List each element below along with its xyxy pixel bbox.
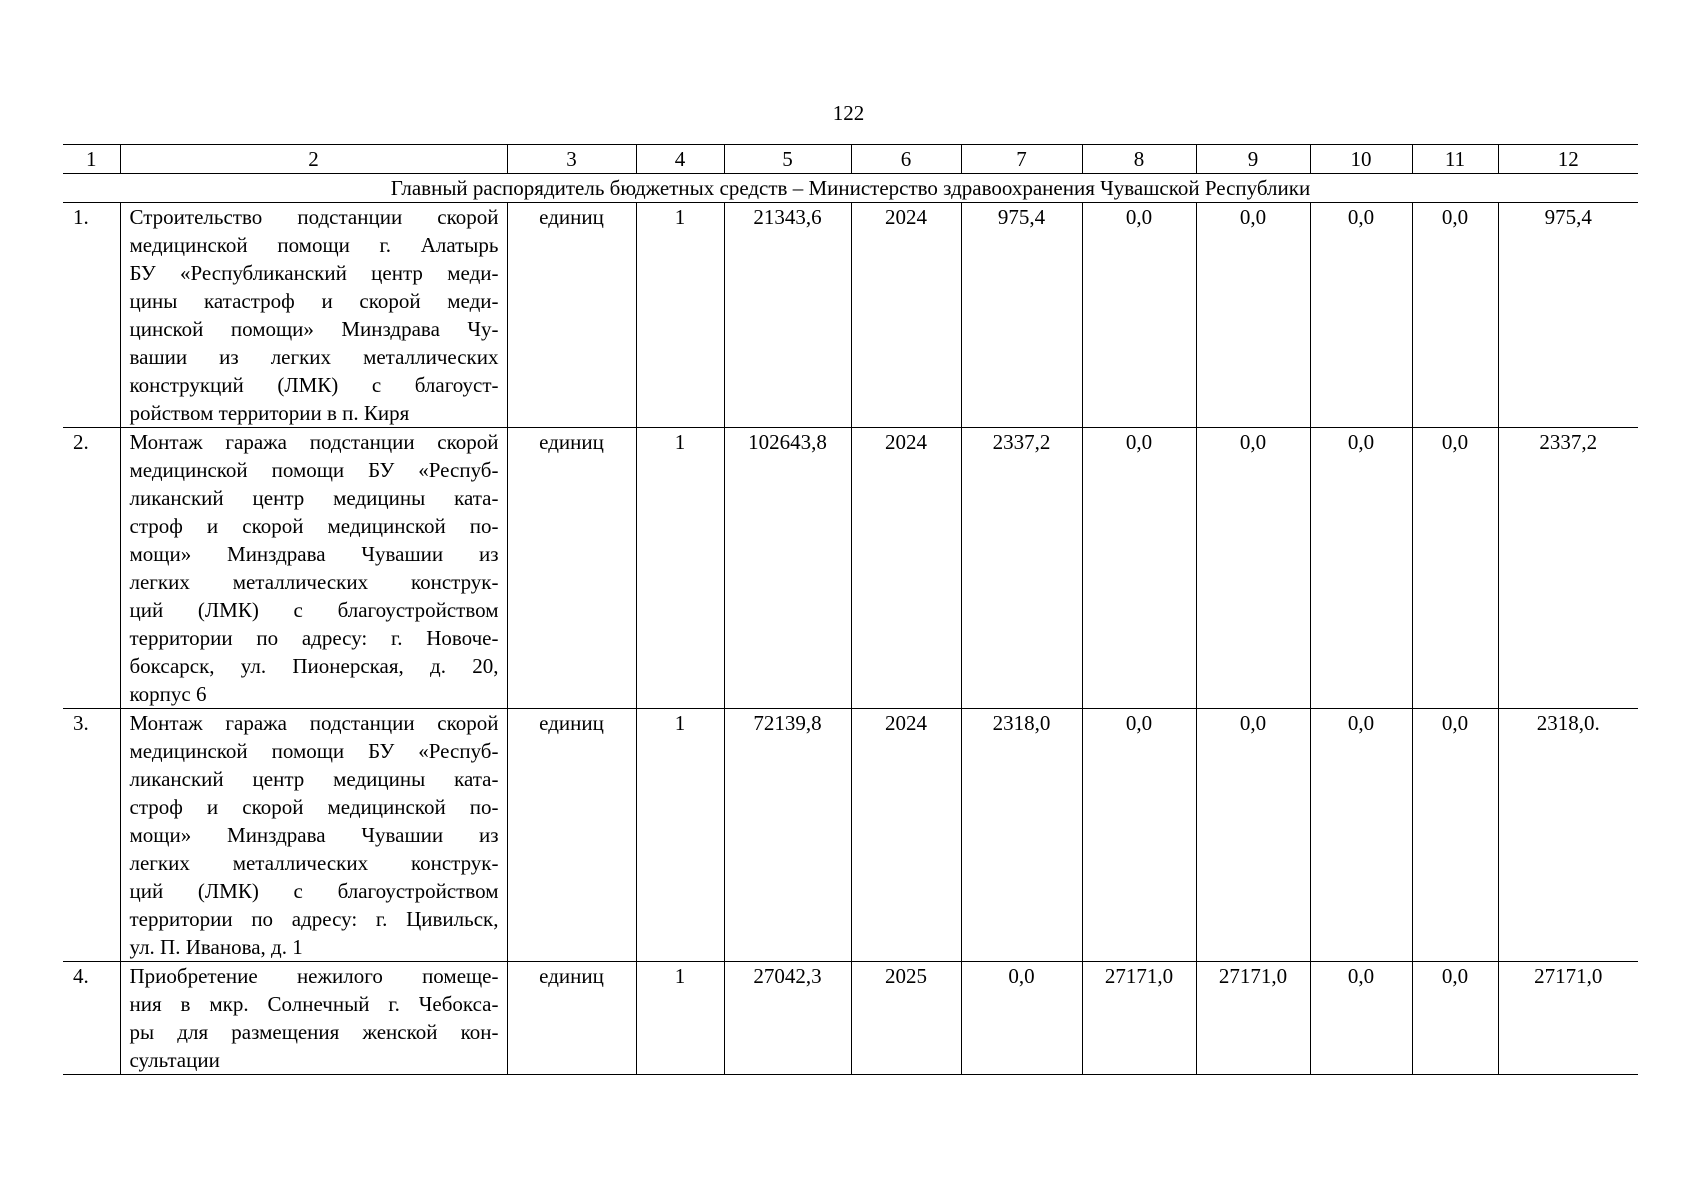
value-col8: 27171,0 — [1082, 962, 1196, 1075]
object-name-line: Монтаж гаража подстанции скорой — [129, 430, 499, 454]
column-number: 1 — [63, 145, 120, 174]
object-name-line: ройством территории в п. Киря — [129, 401, 410, 425]
value-col7: 2337,2 — [961, 428, 1082, 709]
object-name-line: легких металлических конструк- — [129, 570, 499, 594]
object-name-line: Строительство подстанции скорой — [129, 205, 499, 229]
object-name-line: цины катастроф и скорой меди- — [129, 289, 499, 313]
object-name-line: мощи» Минздрава Чувашии из — [129, 823, 499, 847]
object-name-line: сультации — [129, 1048, 220, 1072]
value-col8: 0,0 — [1082, 709, 1196, 962]
value-col6: 2024 — [851, 428, 961, 709]
object-name-line: медицинской помощи БУ «Респуб- — [129, 458, 499, 482]
unit-of-measure: единиц — [507, 962, 636, 1075]
object-name-line: цинской помощи» Минздрава Чу- — [129, 317, 499, 341]
object-name — [120, 962, 507, 1075]
object-name-line: строф и скорой медицинской по- — [129, 514, 499, 538]
value-col10: 0,0 — [1310, 428, 1412, 709]
column-number: 5 — [724, 145, 851, 174]
value-col9: 0,0 — [1196, 428, 1310, 709]
value-col11: 0,0 — [1412, 709, 1498, 962]
object-name-line: ций (ЛМК) с благоустройством — [129, 879, 499, 903]
value-col11: 0,0 — [1412, 428, 1498, 709]
object-name-line: ния в мкр. Солнечный г. Чебокса- — [129, 992, 499, 1016]
table-row — [63, 203, 1638, 428]
table-row — [63, 962, 1638, 1075]
row-number: 2. — [63, 428, 120, 709]
value-col9: 27171,0 — [1196, 962, 1310, 1075]
object-name-line: медицинской помощи БУ «Респуб- — [129, 739, 499, 763]
value-col8: 0,0 — [1082, 203, 1196, 428]
value-col12: 27171,0 — [1498, 962, 1638, 1075]
column-number: 2 — [120, 145, 507, 174]
value-col9: 0,0 — [1196, 709, 1310, 962]
row-number: 3. — [63, 709, 120, 962]
object-name-line: территории по адресу: г. Цивильск, — [129, 907, 499, 931]
value-col11: 0,0 — [1412, 962, 1498, 1075]
section-title: Главный распорядитель бюджетных средств – Министерство здравоохранения Чувашской Республики — [63, 174, 1638, 203]
column-number: 11 — [1412, 145, 1498, 174]
value-col5: 21343,6 — [724, 203, 851, 428]
object-name-line: боксарск, ул. Пионерская, д. 20, — [129, 654, 499, 678]
object-name-line: Монтаж гаража подстанции скорой — [129, 711, 499, 735]
unit-of-measure: единиц — [507, 203, 636, 428]
value-col10: 0,0 — [1310, 203, 1412, 428]
object-name-line: ликанский центр медицины ката- — [129, 767, 499, 791]
page-number: 122 — [832, 101, 865, 125]
row-number: 4. — [63, 962, 120, 1075]
unit-of-measure: единиц — [507, 428, 636, 709]
column-number: 8 — [1082, 145, 1196, 174]
object-name-line: БУ «Республиканский центр меди- — [129, 261, 499, 285]
value-col9: 0,0 — [1196, 203, 1310, 428]
row-number: 1. — [63, 203, 120, 428]
value-col6: 2024 — [851, 203, 961, 428]
object-name — [120, 709, 507, 962]
object-name-line: мощи» Минздрава Чувашии из — [129, 542, 499, 566]
column-number: 6 — [851, 145, 961, 174]
value-col10: 0,0 — [1310, 709, 1412, 962]
column-number-row — [63, 145, 1638, 174]
object-name-line: территории по адресу: г. Новоче- — [129, 626, 499, 650]
column-number: 10 — [1310, 145, 1412, 174]
column-number: 7 — [961, 145, 1082, 174]
value-col4: 1 — [636, 428, 724, 709]
object-name — [120, 428, 507, 709]
object-name-line: строф и скорой медицинской по- — [129, 795, 499, 819]
object-name-line: ул. П. Иванова, д. 1 — [129, 935, 303, 959]
object-name-line: легких металлических конструк- — [129, 851, 499, 875]
object-name-line: конструкций (ЛМК) с благоуст- — [129, 373, 499, 397]
value-col7: 975,4 — [961, 203, 1082, 428]
object-name-line: корпус 6 — [129, 682, 207, 706]
value-col11: 0,0 — [1412, 203, 1498, 428]
value-col12: 2337,2 — [1498, 428, 1638, 709]
column-number: 3 — [507, 145, 636, 174]
value-col4: 1 — [636, 203, 724, 428]
object-name-line: ликанский центр медицины ката- — [129, 486, 499, 510]
value-col12: 2318,0. — [1498, 709, 1638, 962]
value-col12: 975,4 — [1498, 203, 1638, 428]
object-name-line: Приобретение нежилого помеще- — [129, 964, 499, 988]
value-col5: 27042,3 — [724, 962, 851, 1075]
section-row — [63, 174, 1638, 203]
object-name — [120, 203, 507, 428]
value-col4: 1 — [636, 962, 724, 1075]
value-col7: 0,0 — [961, 962, 1082, 1075]
value-col4: 1 — [636, 709, 724, 962]
object-name-line: вашии из легких металлических — [129, 345, 499, 369]
object-name-line: ций (ЛМК) с благоустройством — [129, 598, 499, 622]
table-row — [63, 428, 1638, 709]
table-row — [63, 709, 1638, 962]
column-number: 12 — [1498, 145, 1638, 174]
value-col5: 72139,8 — [724, 709, 851, 962]
value-col5: 102643,8 — [724, 428, 851, 709]
object-name-line: ры для размещения женской кон- — [129, 1020, 499, 1044]
value-col8: 0,0 — [1082, 428, 1196, 709]
value-col6: 2025 — [851, 962, 961, 1075]
value-col6: 2024 — [851, 709, 961, 962]
value-col7: 2318,0 — [961, 709, 1082, 962]
column-number: 4 — [636, 145, 724, 174]
budget-table — [63, 144, 1638, 1075]
object-name-line: медицинской помощи г. Алатырь — [129, 233, 499, 257]
value-col10: 0,0 — [1310, 962, 1412, 1075]
unit-of-measure: единиц — [507, 709, 636, 962]
column-number: 9 — [1196, 145, 1310, 174]
